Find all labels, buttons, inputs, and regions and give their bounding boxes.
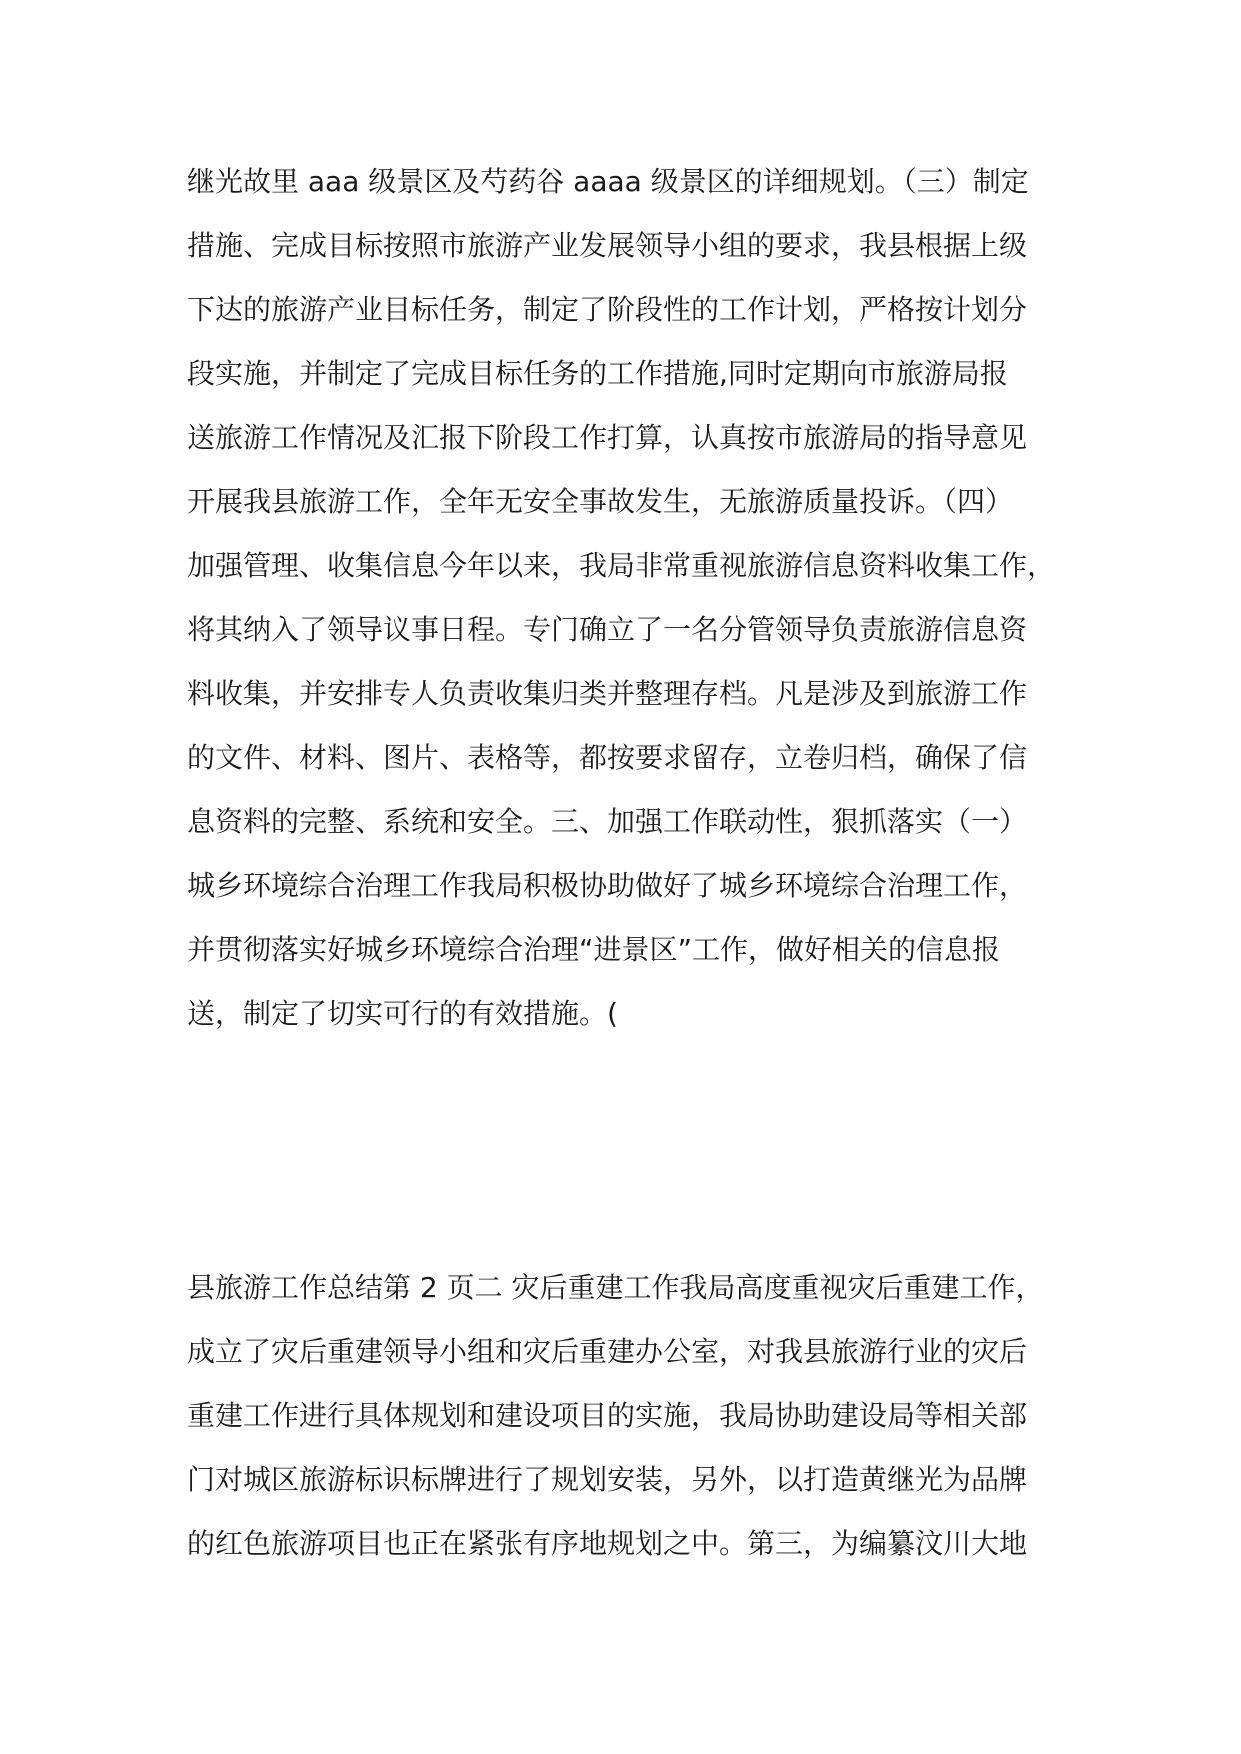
paragraph-block-2 [187,1256,1087,1576]
text-line: 的文件、材料、图片、表格等，都按要求留存，立卷归档，确保了信 [187,741,1028,774]
text-line: 段实施，并制定了完成目标任务的工作措施,同时定期向市旅游局报 [187,357,1008,390]
text-line: 加强管理、收集信息今年以来，我局非常重视旅游信息资料收集工作， [187,549,1056,582]
text-line: 料收集，并安排专人负责收集归类并整理存档。凡是涉及到旅游工作 [187,677,1028,710]
text-line: 门对城区旅游标识标牌进行了规划安装，另外，以打造黄继光为品牌 [187,1463,1028,1496]
text-line: 下达的旅游产业目标任务，制定了阶段性的工作计划，严格按计划分 [187,293,1028,326]
text-line: 成立了灾后重建领导小组和灾后重建办公室，对我县旅游行业的灾后 [187,1335,1028,1368]
text-line: 继光故里 aaa 级景区及芍药谷 aaaa 级景区的详细规划。（三）制定 [187,165,1029,198]
text-line: 将其纳入了领导议事日程。专门确立了一名分管领导负责旅游信息资 [187,613,1028,646]
paragraph-block-1 [187,150,1087,1046]
text-line: 开展我县旅游工作，全年无安全事故发生，无旅游质量投诉。（四） [187,485,1014,518]
text-line: 送旅游工作情况及汇报下阶段工作打算，认真按市旅游局的指导意见 [187,421,1028,454]
text-line: 措施、完成目标按照市旅游产业发展领导小组的要求，我县根据上级 [187,229,1028,262]
text-line: 县旅游工作总结第 2 页二 灾后重建工作我局高度重视灾后重建工作， [187,1271,1044,1304]
text-line: 城乡环境综合治理工作我局积极协助做好了城乡环境综合治理工作， [187,869,1028,902]
text-line: 的红色旅游项目也正在紧张有序地规划之中。第三，为编纂汶川大地 [187,1527,1028,1560]
text-line: 并贯彻落实好城乡环境综合治理“进景区”工作，做好相关的信息报 [187,933,1001,966]
text-line: 重建工作进行具体规划和建设项目的实施，我局协助建设局等相关部 [187,1399,1028,1432]
text-line: 送，制定了切实可行的有效措施。( [187,997,618,1030]
text-line: 息资料的完整、系统和安全。三、加强工作联动性，狠抓落实（一） [187,805,1028,838]
